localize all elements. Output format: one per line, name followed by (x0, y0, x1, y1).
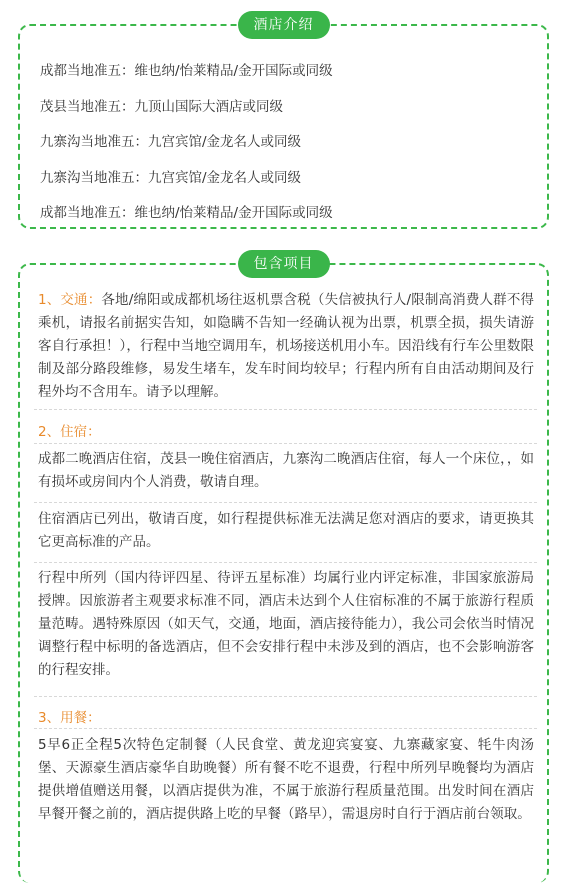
lodging-heading: 2、住宿： (38, 424, 101, 440)
hotel-row: 九寨沟当地准五：九宫宾馆/金龙名人或同级 (40, 134, 302, 150)
divider (34, 728, 537, 729)
lodging-paragraph-3: 行程中所列（国内待评四星、待评五星标准）均属行业内评定标准，非国家旅游局授牌。因旅游者主观要求标准不同，酒店未达到个人住宿标准的不属于旅游行程质量范畴。遇特殊原因（如天气，交通，地面，酒店接待能力），我公司会依当时情况调整行程中标明的备选酒店，但不会安排行程中未涉及到的酒店，也不会影响游客的行程安排。 (38, 570, 534, 678)
hotel-intro-card (18, 17, 549, 229)
hotel-row: 成都当地准五：维也纳/怡莱精品/金开国际或同级 (40, 205, 333, 221)
meals-heading: 3、用餐： (38, 710, 101, 726)
meals-paragraph: 5早6正全程5次特色定制餐（人民食堂、黄龙迎宾宴宴、九寨藏家宴、牦牛肉汤堡、天源豪生酒店豪华自助晚餐）所有餐不吃不退费，行程中所列早晚餐均为酒店提供增值赠送用餐，以酒店提供为准，不属于旅游行程质量范围。出发时间在酒店早餐开餐之前的，酒店提供路上吃的早餐（路早），需退房时自行于酒店前台领取。 (38, 737, 534, 822)
hotel-row: 茂县当地准五：九顶山国际大酒店或同级 (40, 99, 283, 115)
transport-label: 1、交通： (38, 292, 102, 308)
divider (34, 562, 537, 563)
included-items-card (18, 256, 549, 883)
hotel-row: 成都当地准五：维也纳/怡莱精品/金开国际或同级 (40, 63, 333, 79)
transport-paragraph (38, 289, 534, 404)
lodging-paragraph-1: 成都二晚酒店住宿，茂县一晚住宿酒店，九寨沟二晚酒店住宿，每人一个床位，，如有损坏或房间内个人消费，敬请自理。 (38, 451, 534, 490)
hotel-intro-title: 酒店介绍 (238, 11, 330, 39)
lodging-paragraph-2: 住宿酒店已列出，敬请百度，如行程提供标准无法满足您对酒店的要求，请更换其它更高标准的产品。 (38, 511, 534, 550)
transport-text: 各地/绵阳或成都机场往返机票含税（失信被执行人/限制高消费人群不得乘机，请报名前据实告知，如隐瞒不告知一经确认视为出票，机票全损，损失请游客自行承担！），行程中当地空调用车，机场接送机用小车。因沿线有行车公里数限制及部分路段维修，易发生堵车，发车时间均较早；行程内所有自由活动期间及行程外均不含用车。请予以理解。 (38, 292, 534, 400)
divider (34, 443, 537, 444)
hotel-row: 九寨沟当地准五：九宫宾馆/金龙名人或同级 (40, 170, 302, 186)
divider (34, 502, 537, 503)
included-items-title: 包含项目 (238, 250, 330, 278)
divider (34, 409, 537, 410)
divider (34, 696, 537, 697)
